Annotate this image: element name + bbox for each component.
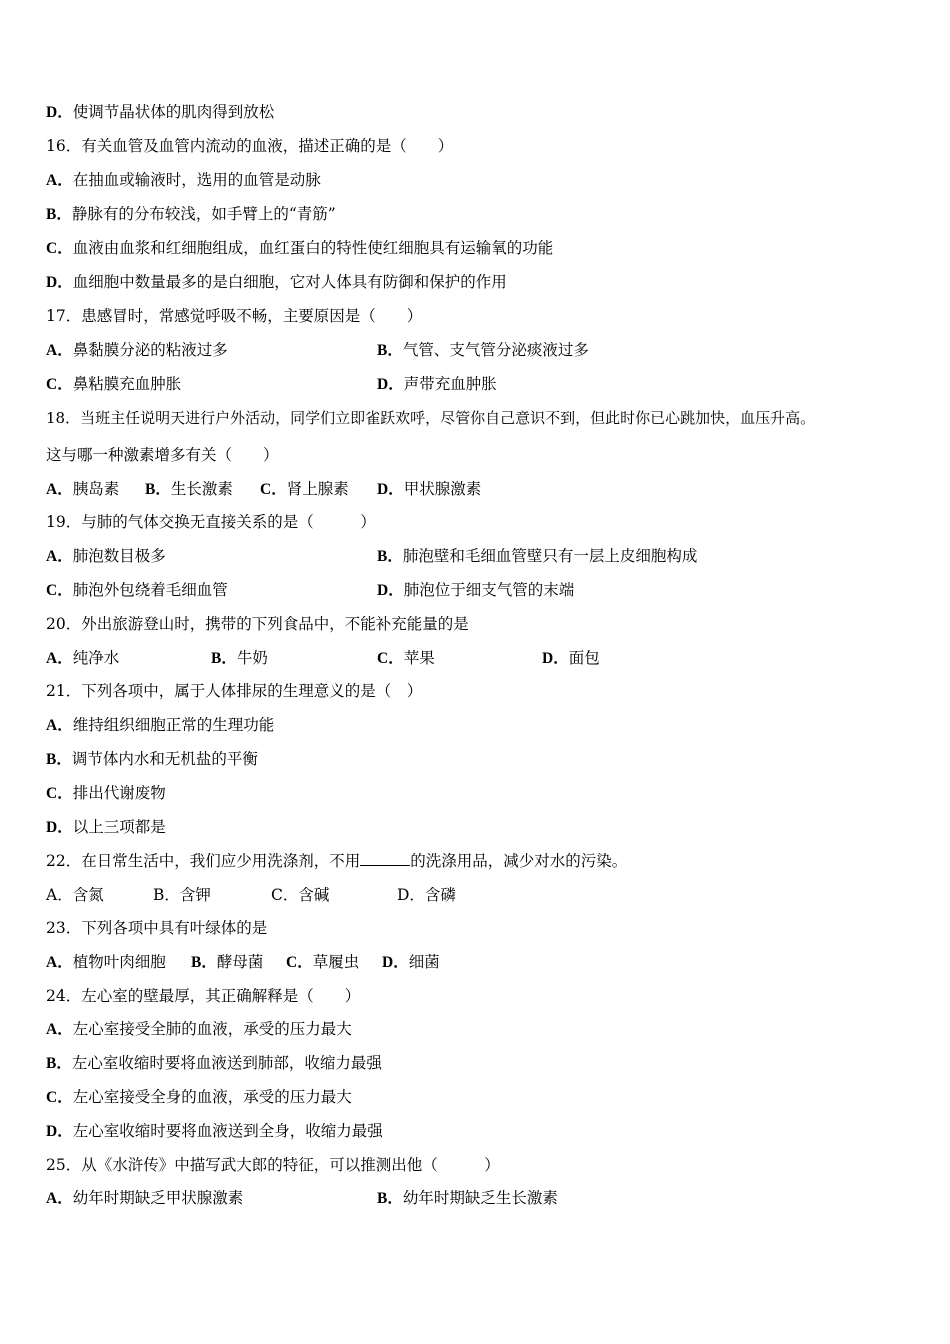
- option-c: C．血液由血浆和红细胞组成，血红蛋白的特性使红细胞具有运输氧的功能: [46, 239, 554, 257]
- option-b: B．气管、支气管分泌痰液过多: [377, 341, 589, 359]
- option-b: B．静脉有的分布较浅，如手臂上的“青筋”: [46, 205, 336, 223]
- option-b: B．牛奶: [211, 649, 268, 667]
- option-d: D．血细胞中数量最多的是白细胞，它对人体具有防御和保护的作用: [46, 273, 507, 291]
- option-a: A．左心室接受全肺的血液，承受的压力最大: [46, 1020, 352, 1038]
- option-d: D．声带充血肿胀: [377, 375, 497, 393]
- question-18-continued: 这与哪一种激素增多有关（ ）: [46, 446, 279, 464]
- option-c: C．草履虫: [286, 953, 360, 971]
- answer-blank: [360, 851, 410, 866]
- option-b: B．酵母菌: [191, 953, 264, 971]
- option-d: D．面包: [542, 649, 600, 667]
- question-24: 24．左心室的壁最厚，其正确解释是（ ）: [46, 987, 361, 1005]
- option-b: B．含钾: [153, 886, 211, 904]
- option-a: A．在抽血或输液时，选用的血管是动脉: [46, 171, 321, 189]
- option-a: A．植物叶肉细胞: [46, 953, 166, 971]
- option-a: A．鼻黏膜分泌的粘液过多: [46, 341, 228, 359]
- option-c: C．排出代谢废物: [46, 784, 166, 802]
- question-17: 17．患感冒时，常感觉呼吸不畅，主要原因是（ ）: [46, 307, 423, 325]
- option-b: B．生长激素: [145, 480, 233, 498]
- question-19: 19．与肺的气体交换无直接关系的是（ ）: [46, 513, 376, 531]
- option-c: C．左心室接受全身的血液，承受的压力最大: [46, 1088, 352, 1106]
- option-c: C．肺泡外包绕着毛细血管: [46, 581, 228, 599]
- option-a: A．含氮: [46, 886, 104, 904]
- question-21: 21．下列各项中，属于人体排尿的生理意义的是（ ）: [46, 682, 423, 700]
- option-a: A．维持组织细胞正常的生理功能: [46, 716, 275, 734]
- option-b: B．肺泡壁和毛细血管壁只有一层上皮细胞构成: [377, 547, 698, 565]
- option-a: A．幼年时期缺乏甲状腺激素: [46, 1189, 244, 1207]
- option-c: C．肾上腺素: [260, 480, 349, 498]
- option-d: D．细菌: [382, 953, 440, 971]
- option-a: A．纯净水: [46, 649, 120, 667]
- question-16: 16．有关血管及血管内流动的血液，描述正确的是（ ）: [46, 137, 454, 155]
- option-d: D．以上三项都是: [46, 818, 166, 836]
- option-d: D．甲状腺激素: [377, 480, 482, 498]
- option-d: D．左心室收缩时要将血液送到全身，收缩力最强: [46, 1122, 383, 1140]
- question-25: 25．从《水浒传》中描写武大郎的特征，可以推测出他（ ）: [46, 1156, 500, 1174]
- option-a: A．胰岛素: [46, 480, 120, 498]
- option-c: C．含碱: [271, 886, 330, 904]
- question-23: 23．下列各项中具有叶绿体的是: [46, 919, 268, 937]
- question-18: 18．当班主任说明天进行户外活动，同学们立即雀跃欢呼，尽管你自己意识不到，但此时你已心跳加快，血压升高。: [46, 409, 816, 427]
- option-d: D．使调节晶状体的肌肉得到放松: [46, 103, 275, 121]
- option-b: B．左心室收缩时要将血液送到肺部，收缩力最强: [46, 1054, 382, 1072]
- option-d: D．含磷: [397, 886, 456, 904]
- option-c: C．苹果: [377, 649, 435, 667]
- question-20: 20．外出旅游登山时，携带的下列食品中，不能补充能量的是: [46, 615, 469, 633]
- option-c: C．鼻粘膜充血肿胀: [46, 375, 182, 393]
- option-b: B．调节体内水和无机盐的平衡: [46, 750, 258, 768]
- option-a: A．肺泡数目极多: [46, 547, 166, 565]
- option-b: B．幼年时期缺乏生长激素: [377, 1189, 558, 1207]
- question-22: 22．在日常生活中，我们应少用洗涤剂，不用 的洗涤用品，减少对水的污染。: [46, 852, 628, 870]
- option-d: D．肺泡位于细支气管的末端: [377, 581, 575, 599]
